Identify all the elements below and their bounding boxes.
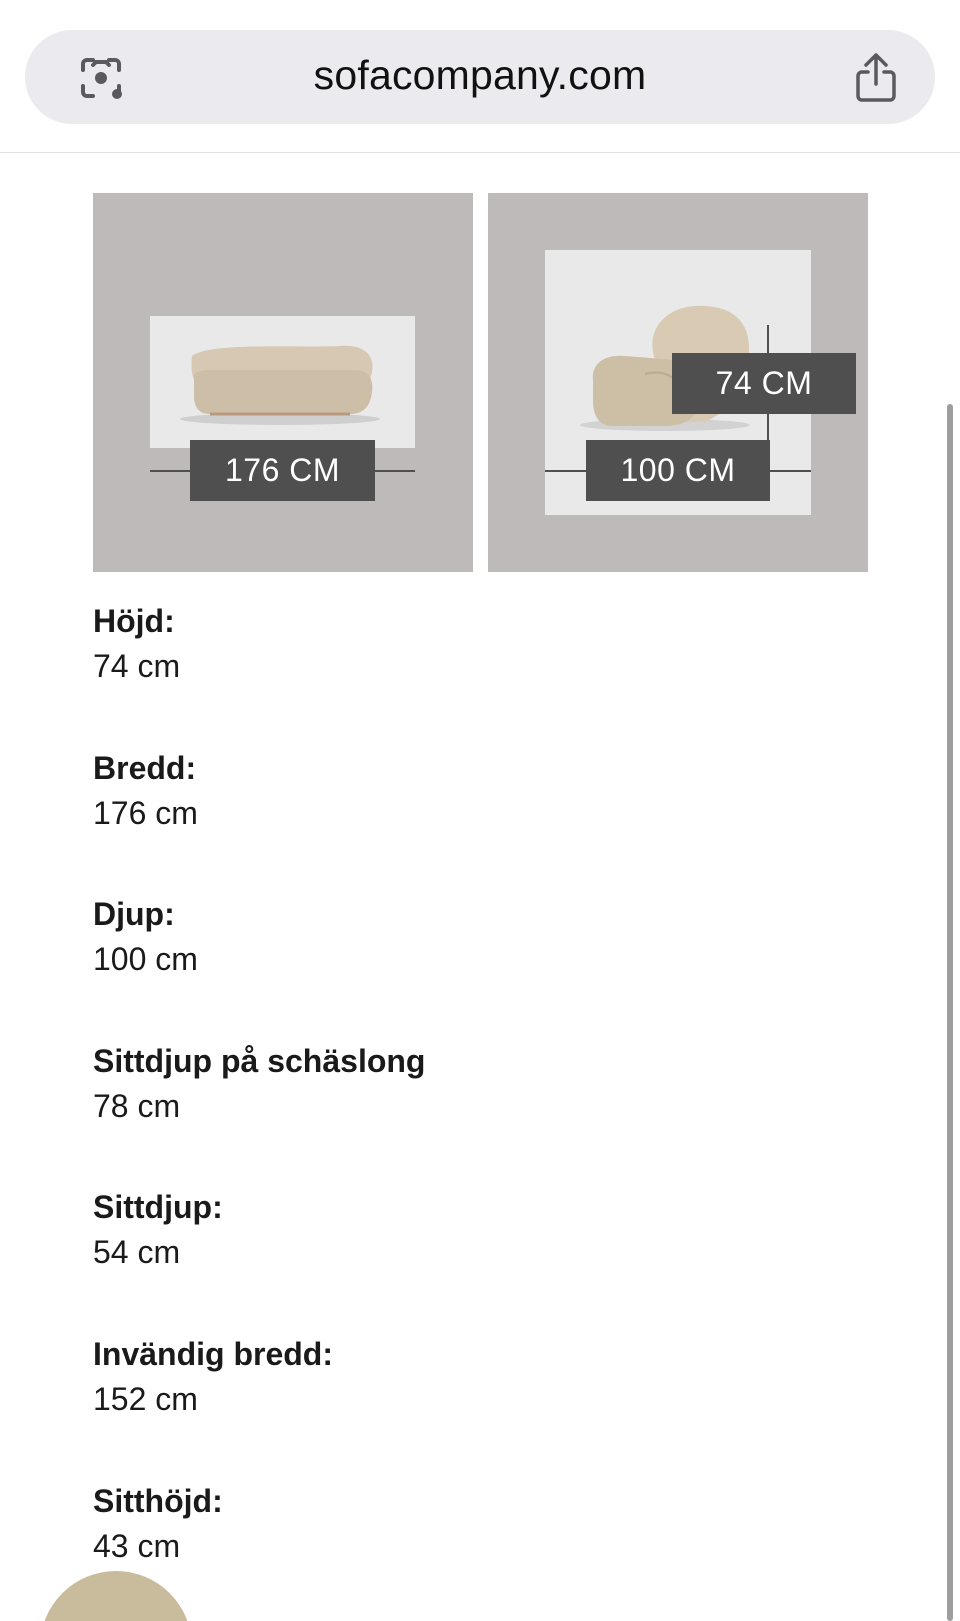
browser-toolbar	[0, 0, 960, 153]
depth-line-right	[770, 470, 811, 472]
spec-value: 152 cm	[93, 1380, 198, 1417]
spec-item-depth	[93, 893, 853, 1040]
spec-item-width	[93, 747, 853, 894]
depth-label: 100 CM	[586, 440, 770, 501]
spec-label: Höjd:	[93, 603, 175, 639]
spec-item-height	[93, 600, 853, 747]
scrollbar[interactable]	[947, 404, 953, 1621]
width-label: 176 CM	[190, 440, 375, 501]
width-line-right	[375, 470, 415, 472]
spec-label: Sittdjup på schäslong	[93, 1042, 426, 1079]
spec-value: 43 cm	[93, 1527, 181, 1564]
spec-value: 74 cm	[93, 648, 181, 684]
spec-label: Sittdjup:	[93, 1189, 223, 1226]
spec-value: 100 cm	[93, 941, 198, 978]
depth-line-left	[545, 470, 586, 472]
spec-value: 176 cm	[93, 794, 198, 831]
share-icon[interactable]	[853, 52, 899, 104]
height-depth-dimension-image[interactable]	[488, 193, 868, 572]
spec-item-seat-height	[93, 1480, 853, 1621]
sofa-front-illustration	[150, 316, 415, 448]
url-text[interactable]: sofacompany.com	[313, 52, 647, 98]
spec-value: 78 cm	[93, 1087, 181, 1124]
spec-value: 54 cm	[93, 1234, 181, 1271]
spec-label: Bredd:	[93, 749, 197, 786]
sofa-front-photo	[150, 316, 415, 448]
address-bar[interactable]	[25, 30, 935, 124]
dimension-spec-list	[93, 600, 853, 1621]
spec-label: Djup:	[93, 896, 175, 933]
spec-label: Sitthöjd:	[93, 1482, 223, 1519]
spec-label: Invändig bredd:	[93, 1335, 333, 1372]
width-dimension-image[interactable]	[93, 193, 473, 572]
spec-item-chaise-seat-depth	[93, 1040, 853, 1187]
spec-item-inner-width	[93, 1333, 853, 1480]
height-label: 74 CM	[672, 353, 856, 414]
spec-item-seat-depth	[93, 1186, 853, 1333]
width-line-left	[150, 470, 190, 472]
